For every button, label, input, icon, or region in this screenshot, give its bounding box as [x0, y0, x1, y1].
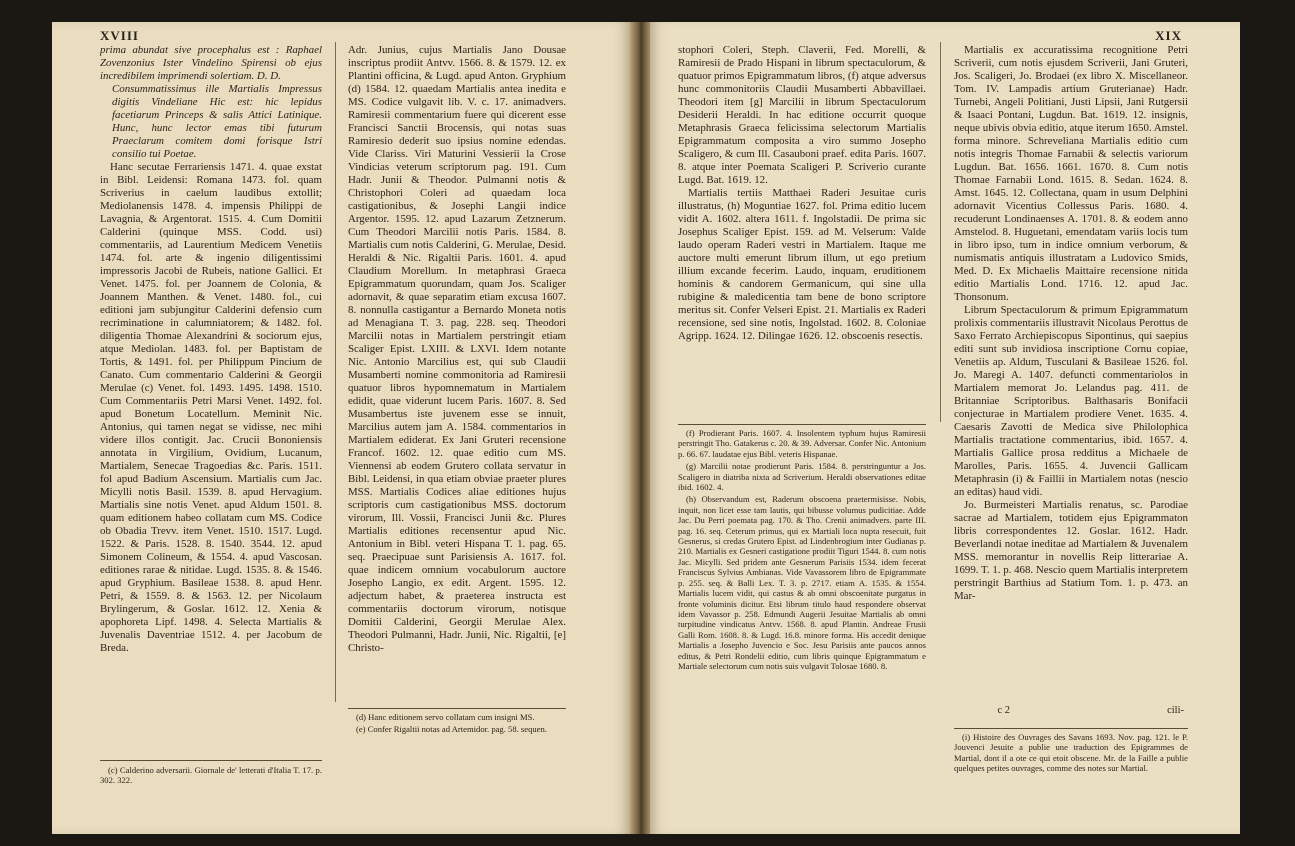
footnotes-right-column-1 — [678, 428, 926, 673]
footnotes-left-column-2 — [348, 712, 566, 737]
paragraph: prima abundat sive procephalus est : Raphael Zovenzonius Ister Vindelino Spirensi ob ejus incredibilem imprimendi solertiam. D. D. — [100, 44, 322, 82]
right-page — [650, 22, 1240, 834]
footnote: (e) Confer Rigaltii notas ad Artemidor. pag. 58. sequen. — [356, 724, 547, 735]
footnote: (c) Calderino adversarii. Giornale de' letterati d'Italia T. 17. p. 302. 322. — [100, 765, 322, 786]
column-rule — [335, 42, 336, 702]
footnote: (i) Histoire des Ouvrages des Savans 1693. Nov. pag. 121. le P. Jouvenci Jesuite a publie une traduction des Epigrammes de Martial, dont il a ote ce qui etoit obscene. Mr. de la Faille a publie quelques petites ouvrages, comme des notes sur Martial. — [954, 732, 1188, 774]
book-gutter — [630, 22, 650, 834]
catchword: cili- — [1167, 705, 1184, 716]
footnote-rule — [100, 760, 322, 761]
footnote: (f) Prodierant Paris. 1607. 4. Insolentem typhum hujus Ramiresii perstringit Tho. Gatakerus c. 20. & 39. Adversar. Confer Nic. Antonium p. 66. 67. laudatae ejus Bibl. veteris Hispanae. — [678, 428, 926, 459]
page-number: XIX — [1155, 28, 1182, 43]
paragraph: Librum Spectaculorum & primum Epigrammatum prolixis commentariis illustravit Nicolaus Perottus de Saxo Ferrato Archiepiscopus Sipontinus, qui saepius editi sunt sub invidiosa inscriptione Cornu copiae, Venetiis ap. Aldum, Tusculani & Basileae 1526. fol. Jo. Maregi A. 1407. defuncti commentariolos in Martialem memorat Jo. Lelandus pag. 411. de Britanniae Scriptoribus. Balthasaris Bonifacii conjecturae in Martialem prodiere Venet. 1635. 4. Caesaris Zavotti de Medica sive Philolophica Martialis tractatione commentarius, ibid. 1657. 4. Martialis Gallice prosa redditus a Michaele de Marolles, Paris. 1655. 4. Juvencii Gallicam Metaphrasin (i) & Faillii in Martialem notas (nescio an editas) haud vidi. — [954, 304, 1188, 498]
right-column-2 — [954, 44, 1188, 603]
paragraph: Jo. Burmeisteri Martialis renatus, sc. Parodiae sacrae ad Martialem, totidem ejus Epigrammaton libris correspondentes 12. Goslar. 1612. Hadr. Beverlandi notae ineditae ad Martialem & Juvenalem MSS. memorantur in novellis Reip litterariae A. 1699. T. 1. p. 468. Nescio quem Martialis interpretem perstringit Barthius ad Statium Tom. 1. p. 473. an Mar- — [954, 499, 1188, 602]
footnote: (h) Observandum est, Raderum obscoena praetermisisse. Nobis, inquit, non licet esse tam lautis, qui bibusse volumus pudicitiae. Adde Jac. Du Perri poemata pag. 170. & Tho. Crenii animadvers. parte III. pag. 16. seq. Ceterum primus, qui ex Martiali loca nupta resecuit, fuit Gesnerus, si credas Grutero Epist. ad Lindenbrogium inter Gudianas p. 210. Martialis ex Gesneri castigatione prodiit Tiguri 1544. 8. cum notis Jac. Micylli. Sed pridem ante Gesnerum Parisiis 1534. idem fecerat Franciscus Sylvius Ambianas. Vide Vavassorem libro de Epigrammate p. 255. seq. & Balli Lex. T. 3. p. 2717. etiam A. 1535. & 1554. Martialis lucem vidit, qui castus & ab omni obscoenitate purgatus in fronte voluminis dicitur. Etsi librum titulo haud respondere observat idem Vavassor p. 258. Edmundi Augerii Jesuitae Martialis ab omni turpitudine vindicatus Antvv. 1568. 8. apud Plantin. Andreae Frusii Galli Rom. 1608. 8. & Lugd. 16.8. minore forma. His accedit denique Martialis a Josepho Juvencio e Soc. Jesu Parisiis ante paucos annos editus, & Petri Rondelii editio, cum libris quinque Epigrammatum e Martiale selectorum cum notis suis vulgavit Tolosae 1680. 8. — [678, 494, 926, 671]
column-rule — [940, 42, 941, 422]
page-number: XVIII — [100, 28, 139, 43]
footnote: (g) Marcilii notae prodierunt Paris. 1584. 8. perstringuntur a Jos. Scaligero in diatriba nixta ad Scriverium. Heraldi observationes editae ibid. 1602. 4. — [678, 461, 926, 493]
left-page — [52, 22, 630, 834]
footnote-rule — [348, 708, 566, 709]
right-column-1 — [678, 44, 926, 343]
paragraph: Hanc secutae Ferrariensis 1471. 4. quae exstat in Bibl. Leidensi: Romana 1473. fol. quam Scriverius in caelum laudibus extollit; Mediolanensis 1478. 4. impensis Philippi de Lavagnia, & Argentorat. 1515. 4. Cum Domitii Calderini (quinque MSS. Codd. usi) commentariis, ad Laurentium Medicem Venetiis 1474. fol. arte & ingenio diligentissimi impressoris Jacobi de Rubeis, natione Gallici. Et Venet. 1475. fol. per Joannem de Colonia, & Joannem Manthen. & Venet. 1480. fol., cui editioni jam subjungitur Calderini defensio cum recriminatione in calumniatorem; & 1482. fol. diligentia Thomae Alexandrini & sociorum ejus, atque Mediolan. 1483. fol. per Baptistam de Tortis, & 1491. fol. per Philippum Pincium de Canato. Cum commentario Calderini & Georgii Merulae (c) Venet. fol. 1493. 1495. 1498. 1510. Cum Commentariis Petri Marsi Venet. 1492. fol. apud Bonetum Locatellum. Meminit Nic. Antonius, qui tamen negat se vidisse, nec mihi videre illos contigit. Jac. Crucii Bononiensis annotata in Virgilium, Ovidium, Lucanum, Martialem, Senecae Tragoedias &c. Paris. 1511. fol apud Badium Ascensium. Martialis cum Jac. Micylli notis Basil. 1539. 8. apud Hervagium. Martialis sine notis Venet. apud Aldum 1501. 8. quam editionem habeo collatam cum MS. Codice ob Obadia Trevv. item Venet. 1510. 1517. Lugd. 1522. & Paris. 1528. 8. 1540. 3544. 12. apud Simonem Colineum, & 1554. 4. apud Vascosan. editiones rarae & nitidae. Lugd. 1535. 8. & 1546. apud Gryphium. Basileae 1538. 8. apud Henr. Petri, & 1559. 8. & 1563. 12. per Nicolaum Brylingerum, & Goslar. 1612. 12. Xenia & apophoreta Lipf. 1498. 4. Selecta Martialis & Juvenalis Daventriae 1512. 4. per Jacobum de Breda. — [100, 161, 322, 654]
left-column-1 — [100, 44, 322, 655]
paragraph: Adr. Junius, cujus Martialis Jano Dousae inscriptus prodiit Antvv. 1566. 8. & 1579. 12. ex Plantini officina, & Lugd. apud Anton. Gryphium (d) 1584. 12. quaedam Martialis antea inedita e MS. Codice vulgavit lib. V. c. 17. animadvers. Ramiresii commentarium fuere qui dicerent esse Francisci Sanctii Brocensis, qui notas suas Ramiresio dederit suo ipsius nomine edendas. Vide Clariss. Viri Maturini Vessierii la Crose Vindicias veterum scriptorum pag. 191. Cum Hadr. Junii & Theodor. Pulmanni notis & Christophori Coleri ad quaedam loca castigationibus, & Josephi Langii indice Argentor. 1595. 12. apud Lazarum Zetznerum. Cum Theodori Marcilii notis Paris. 1584. 8. Martialis cum notis Calderini, G. Merulae, Desid. Heraldi & Nic. Rigaltii Paris. 1601. 4. apud Claudium Morellum. In metaphrasi Graeca Epigrammatum quorundam, quam Jos. Scaliger adornavit, & quae separatim etiam excusa 1607. 8. nonnulla castigantur a Bernardo Moneta notis ad Menagiana T. 3. pag. 228. seq. Theodori Marcilii notas in Martialem perstringit etiam Scaliger Epist. LXIII. & LXVI. Idem notante Nic. Antonio Marcilius est, qui sub Claudii Musamberti nomine commonitoria ad Ramiresii quatuor libros hypomnematum in Martialem edidit, quae viderunt lucem Paris. 1607. 8. Sed Musambertus iste juvenem esse se innuit, Marcilius autem jam A. 1584. commentarios in Martialem ediderat. Ex Jani Gruteri recensione Francof. 1602. 12. quae editio cum MS. Viennensi ab eodem Grutero collata servatur in Bibl. Leidensi, in qua etiam obviae praeter plures MSS. Martialis Codices aliae editiones hujus scriptoris cum castigationibus MSS. doctorum virorum, Ill. Vossii, Francisci Junii &c. Plures Martialis editiones recensentur apud Nic. Antonium in Bibl. veteri Hispana T. 1. pag. 65. seq. Praecipuae sunt Parisiensis A. 1617. fol. quae indicem omnium vocabulorum auctore Josepho Langio, ex edit. Argent. 1595. 12. adjectum habet, & praeterea instructa est commentariis doctorum virorum, notisque Domitii Calderini, Georgii Merulae Alex. Theodori Pulmanni, Hadr. Junii, Nic. Rigaltii, [e] Christo- — [348, 44, 566, 654]
paragraph: Martialis tertiis Matthaei Raderi Jesuitae curis illustratus, (h) Moguntiae 1627. fol. Prima editio lucem vidit A. 1602. altera 1611. f. Ingolstadii. De prima sic Josephus Scaliger Epist. 159. ad M. Velserum: Valde laudo operam Raderi vestri in Martialem. Itaque me auctore multi emerunt librum illum, ut ego pretium illium excande fecerim. Laudo, inquam, eruditionem hominis & candorem Germanicum, qui sine ulla rubigine & maledicentia tam bene de bono scriptore meritus sit. Confer Velseri Epist. 21. Martialis ex Raderi recensione, sed sine notis, Ingolstad. 1602. 8. Coloniae Agripp. 1624. 12. Dilingae 1626. 12. obscoenis resectis. — [678, 187, 926, 342]
verse-block: Consummatissimus ille Martialis Impressus digitis Vindeliane Hic est: hic lepidus facetiarum Princeps & salis Attici Latinique. Hunc, hunc lector emas tibi futurum Praeclarum comitem domi forisque Istri consilio tui Poetae. — [112, 83, 322, 160]
footnote: (d) Hanc editionem servo collatam cum insigni MS. — [356, 712, 535, 722]
signature-mark: c 2 — [997, 705, 1010, 716]
paragraph: Martialis ex accuratissima recognitione Petri Scriverii, cum notis ejusdem Scriverii, Jani Gruteri, Jos. Scaligeri, Jo. Brodaei (ex libro X. Miscellaneor. Tom. IV. Lampadis artium Gruterianae) Hadr. Turnebi, Angeli Politiani, Justi Lipsii, Jani Rutgersii & Isaaci Pontani, Lugdun. Bat. 1619. 12. insignis, neque ubivis obvia editio, atque iterum 1650. Amstel. forma minore. Schreveliana Martialis editio cum notis integris Thomae Farnabii & selectis variorum Lugdun. Bat. 1656. 1661. 1670. 8. Cum notis Thomae Farnabii Lond. 1615. 8. Sedan. 1624. 8. Amst. 1645. 12. Collectana, quam in usum Delphini adornavit Vicentius Collessus Paris. 1680. 4. recuderunt Londinaenses A. 1701. 8. & eodem anno Amstelod. 8. Huguetani, emendatam variis locis tum in libro ipso, tum in indice omnium verborum, & numismatis antiquis illustratam a Ludovico Smids, Med. D. Ex Michaelis Maittaire recensione nitida editio Martialis Lond. 1716. 12. apud Jac. Thonsonum. — [954, 44, 1188, 303]
footnotes-left-column-1 — [100, 765, 322, 788]
paragraph: stophori Coleri, Steph. Claverii, Fed. Morelli, & Ramiresii de Prado Hispani in librum spectaculorum, & quatuor primos Epigrammatum libros, (f) atque adversus hunc commonitoriis Claudii Musamberti Abbavillaei. Theodori item [g] Marcilii in librum Spectaculorum Desiderii Heraldi. In hac editione occurrit quoque Metaphrasis Graeca felicissima selectorum Martialis Epigrammatum composita a viro summo Josepho Scaligero, & cum Ill. Casauboni praef. edita Paris. 1607. 8. atque inter Poemata Scaligeri P. Scriverio curante Lugd. Bat. 1619. 12. — [678, 44, 926, 186]
footnote-rule — [954, 728, 1188, 729]
left-column-2 — [348, 44, 566, 655]
footnote-rule — [678, 424, 926, 425]
footnotes-right-column-2 — [954, 732, 1188, 776]
